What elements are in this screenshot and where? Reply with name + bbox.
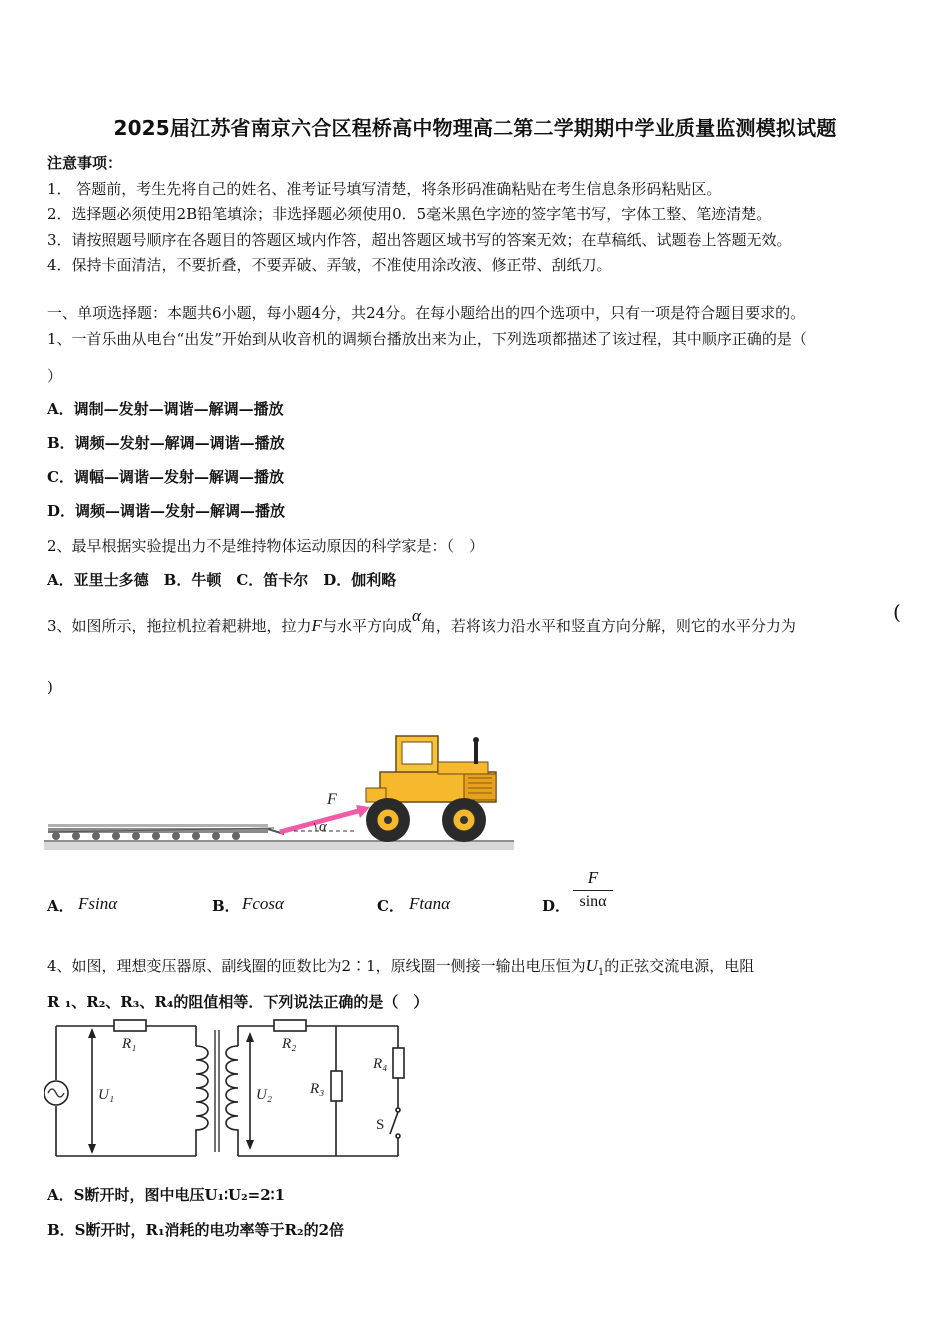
notice-item: 1． 答题前，考生先将自己的姓名、准考证号填写清楚，将条形码准确粘贴在考生信息条形码粘贴区。 [47,180,722,198]
q3-paren-open: ( [893,600,901,624]
q3-option-a-expr: Fsinα [78,894,118,913]
angle-label: α [319,819,327,835]
page-title: 2025届江苏省南京六合区程桥高中物理高二第二学期期中学业质量监测模拟试题 [113,116,837,140]
q1-stem-end: ） [47,367,63,385]
harrow [48,824,284,840]
tractor-figure [44,728,516,854]
q3-paren-close: ) [47,678,53,696]
q3-option-d-label: D． [542,897,571,915]
notice-item: 3．请按照题号顺序在各题目的答题区域内作答，超出答题区域书写的答案无效；在草稿纸、试题卷上答题无效。 [47,231,792,249]
q3-option-d-denominator: sinα [579,893,607,910]
label-u2: U₂ [256,1087,273,1103]
q3-option-b-label: B． [212,897,240,915]
label-r1: R₁ [122,1036,137,1052]
primary-coil [196,1046,208,1134]
q4-var-u: U [585,956,598,975]
q4-stem-b: 的正弦交流电源，电阻 [604,957,755,975]
tractor-wheels [366,798,486,842]
secondary-coil [226,1046,238,1134]
transformer-circuit [44,1016,414,1166]
label-r2: R₂ [282,1036,297,1052]
force-label: F [327,791,337,808]
notice-item: 2．选择题必须使用2B铅笔填涂；非选择题必须使用0．5毫米黑色字迹的签字笔书写，字体工整、笔迹清楚。 [47,205,772,223]
label-r3: R₃ [310,1081,325,1097]
q4-option-a: A．S断开时，图中电压U₁∶U₂=2∶1 [47,1186,286,1204]
label-s: S [376,1117,385,1133]
q3-stem-c: 角，若将该力沿水平和竖直方向分解，则它的水平分力为 [420,617,796,635]
q4-var-u-sub: 1 [597,967,605,978]
section-heading: 一、单项选择题：本题共6小题，每小题4分，共24分。在每小题给出的四个选项中，只有一项是符合题目要求的。 [47,304,806,322]
q3-option-d-numerator: F [587,868,599,887]
switch-s [390,1112,398,1134]
q3-option-d-fraction [573,868,613,911]
q3-option-c-expr: Ftanα [409,894,451,913]
q2-options: A．亚里士多德 B．牛顿 C．笛卡尔 D．伽利略 [47,571,397,589]
q1-option-c: C．调幅—调谐—发射—解调—播放 [47,468,284,486]
q4-stem-line2: R ₁、R₂、R₃、R₄的阻值相等．下列说法正确的是（ ） [47,993,429,1011]
q4-stem [47,955,754,978]
q1-option-b: B．调频—发射—解调—调谐—播放 [47,434,285,452]
q1-option-d: D．调频—调谐—发射—解调—播放 [47,502,286,520]
q3-option-a-label: A． [47,897,74,915]
q3-stem [47,606,796,636]
tractor [366,736,496,802]
q3-option-b-expr: Fcosα [242,894,284,913]
resistor-r3 [331,1071,342,1101]
q1-stem: 1、一首乐曲从电台“出发”开始到从收音机的调频台播放出来为止，下列选项都描述了该过程，其中顺序正确的是（ [47,330,807,348]
q3-var-f: F [311,616,322,635]
resistor-r2 [274,1020,306,1031]
notice-item: 4．保持卡面清洁，不要折叠，不要弄破、弄皱，不准使用涂改液、修正带、刮纸刀。 [47,256,612,274]
resistor-r4 [393,1048,404,1078]
q2-stem: 2、最早根据实验提出力不是维持物体运动原因的科学家是：（ ） [47,537,485,555]
label-r4: R₄ [373,1056,388,1072]
label-u1: U₁ [98,1087,115,1103]
resistor-r1 [114,1020,146,1031]
q1-option-a: A．调制—发射—调谐—解调—播放 [47,400,284,418]
q3-option-c-label: C． [377,897,404,915]
q3-stem-a: 3、如图所示，拖拉机拉着耙耕地，拉力 [47,617,312,635]
q3-stem-b: 与水平方向成 [321,617,412,635]
notice-heading: 注意事项： [47,154,123,172]
q4-stem-a: 4、如图，理想变压器原、副线圈的匝数比为2∶1，原线圈一侧接一输出电压恒为 [47,957,586,975]
q3-var-alpha: α [411,606,421,625]
q4-option-b: B．S断开时，R₁消耗的电功率等于R₂的2倍 [47,1221,345,1239]
